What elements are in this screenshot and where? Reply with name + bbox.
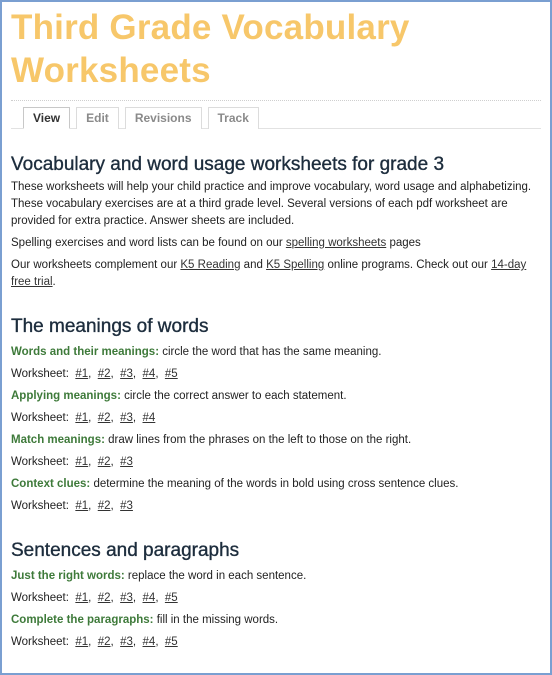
worksheet-label: Worksheet: [11, 592, 69, 604]
spelling-worksheets-link[interactable]: spelling worksheets [285, 237, 387, 249]
sentences-exercise-list [11, 568, 541, 651]
page-title-line2: Worksheets [11, 51, 211, 90]
programs-text-mid2: online programs. Check out our [324, 259, 492, 271]
exercise-description [11, 344, 541, 361]
worksheet-link[interactable]: #3 [120, 636, 133, 648]
programs-text-mid1: and [240, 259, 267, 271]
worksheet-link[interactable]: #5 [164, 636, 178, 648]
programs-paragraph [11, 257, 541, 291]
intro-heading: Vocabulary and word usage worksheets for grade 3 [11, 154, 445, 175]
exercise-description [11, 388, 541, 405]
tab-view[interactable]: View [23, 107, 70, 129]
worksheet-links-row: Worksheet: #1, #2, #3 [11, 500, 133, 512]
page-content [2, 2, 550, 651]
worksheet-link[interactable]: #4 [142, 412, 156, 424]
worksheet-label: Worksheet: [11, 636, 69, 648]
worksheet-link[interactable]: #1 [75, 456, 89, 468]
worksheet-label: Worksheet: [11, 456, 69, 468]
exercise-description [11, 476, 541, 493]
k5-reading-link[interactable]: K5 Reading [180, 259, 241, 271]
worksheet-link[interactable]: #1 [75, 368, 89, 380]
tab-list [23, 107, 259, 129]
programs-text-after: . [52, 276, 56, 288]
worksheet-links-row: Worksheet: #1, #2, #3, #4, #5 [11, 636, 178, 648]
intro-paragraph: These worksheets will help your child practice and improve vocabulary, word usage and alphabetizing. These vocabulary exercises are at a third grade level. Several versions of each pdf worksheet are provided for extra practice. Answer sheets are included. [11, 181, 532, 227]
worksheet-link[interactable]: #2 [97, 500, 111, 512]
worksheet-link[interactable]: #4 [142, 592, 156, 604]
exercise-description [11, 568, 541, 585]
worksheet-link[interactable]: #2 [97, 368, 111, 380]
worksheet-link[interactable]: #2 [97, 456, 111, 468]
exercise-item [11, 476, 541, 515]
page-title-line1: Third Grade Vocabulary [11, 8, 410, 47]
exercise-title: Words and their meanings: [11, 346, 160, 358]
exercise-title: Match meanings: [11, 434, 105, 446]
exercise-title: Just the right words: [11, 570, 125, 582]
tab-edit[interactable]: Edit [76, 107, 119, 129]
worksheet-link[interactable]: #4 [142, 368, 156, 380]
worksheet-links-row: Worksheet: #1, #2, #3 [11, 456, 133, 468]
exercise-title: Applying meanings: [11, 390, 121, 402]
exercise-item [11, 432, 541, 471]
page-title [11, 6, 541, 92]
meanings-heading: The meanings of words [11, 316, 209, 337]
exercise-description [11, 612, 541, 629]
worksheet-link[interactable]: #3 [120, 412, 133, 424]
tabs-bar [11, 100, 541, 129]
exercise-desc-text: circle the correct answer to each statement. [120, 390, 347, 402]
worksheet-links-row: Worksheet: #1, #2, #3, #4, #5 [11, 368, 178, 380]
spelling-text-after: pages [386, 237, 421, 249]
exercise-desc-text: replace the word in each sentence. [124, 570, 307, 582]
worksheet-link[interactable]: #3 [120, 500, 133, 512]
sentences-heading: Sentences and paragraphs [11, 540, 240, 561]
spelling-text-before: Spelling exercises and word lists can be found on our [11, 237, 286, 249]
exercise-item [11, 388, 541, 427]
tab-track[interactable]: Track [208, 107, 259, 129]
worksheet-link[interactable]: #5 [164, 592, 178, 604]
meanings-exercise-list [11, 344, 541, 515]
worksheet-label: Worksheet: [11, 368, 69, 380]
worksheet-link[interactable]: #1 [75, 636, 89, 648]
tab-revisions[interactable]: Revisions [125, 107, 202, 129]
exercise-description [11, 432, 541, 449]
worksheet-link[interactable]: #3 [120, 368, 133, 380]
exercise-desc-text: determine the meaning of the words in bold using cross sentence clues. [90, 478, 459, 490]
worksheet-label: Worksheet: [11, 412, 69, 424]
worksheet-links-row: Worksheet: #1, #2, #3, #4 [11, 412, 156, 424]
worksheet-link[interactable]: #1 [75, 592, 89, 604]
worksheet-link[interactable]: #5 [164, 368, 178, 380]
worksheet-links-row: Worksheet: #1, #2, #3, #4, #5 [11, 592, 178, 604]
exercise-item [11, 568, 541, 607]
programs-text-before: Our worksheets complement our [11, 259, 181, 271]
exercise-title: Complete the paragraphs: [11, 614, 154, 626]
worksheet-link[interactable]: #3 [120, 592, 133, 604]
exercise-item [11, 344, 541, 383]
worksheet-link[interactable]: #2 [97, 636, 111, 648]
spelling-paragraph [11, 235, 541, 252]
exercise-item [11, 612, 541, 651]
k5-spelling-link[interactable]: K5 Spelling [266, 259, 325, 271]
free-trial-link[interactable]: 14-day free trial [11, 259, 527, 288]
exercise-desc-text: fill in the missing words. [153, 614, 279, 626]
worksheet-label: Worksheet: [11, 500, 69, 512]
exercise-desc-text: circle the word that has the same meaning. [159, 346, 382, 358]
worksheet-link[interactable]: #1 [75, 412, 89, 424]
worksheet-link[interactable]: #2 [97, 412, 111, 424]
intro-section [11, 179, 541, 291]
exercise-title: Context clues: [11, 478, 91, 490]
worksheet-link[interactable]: #1 [75, 500, 89, 512]
worksheet-link[interactable]: #2 [97, 592, 111, 604]
worksheet-link[interactable]: #4 [142, 636, 156, 648]
exercise-desc-text: draw lines from the phrases on the left to those on the right. [104, 434, 412, 446]
worksheet-link[interactable]: #3 [120, 456, 133, 468]
